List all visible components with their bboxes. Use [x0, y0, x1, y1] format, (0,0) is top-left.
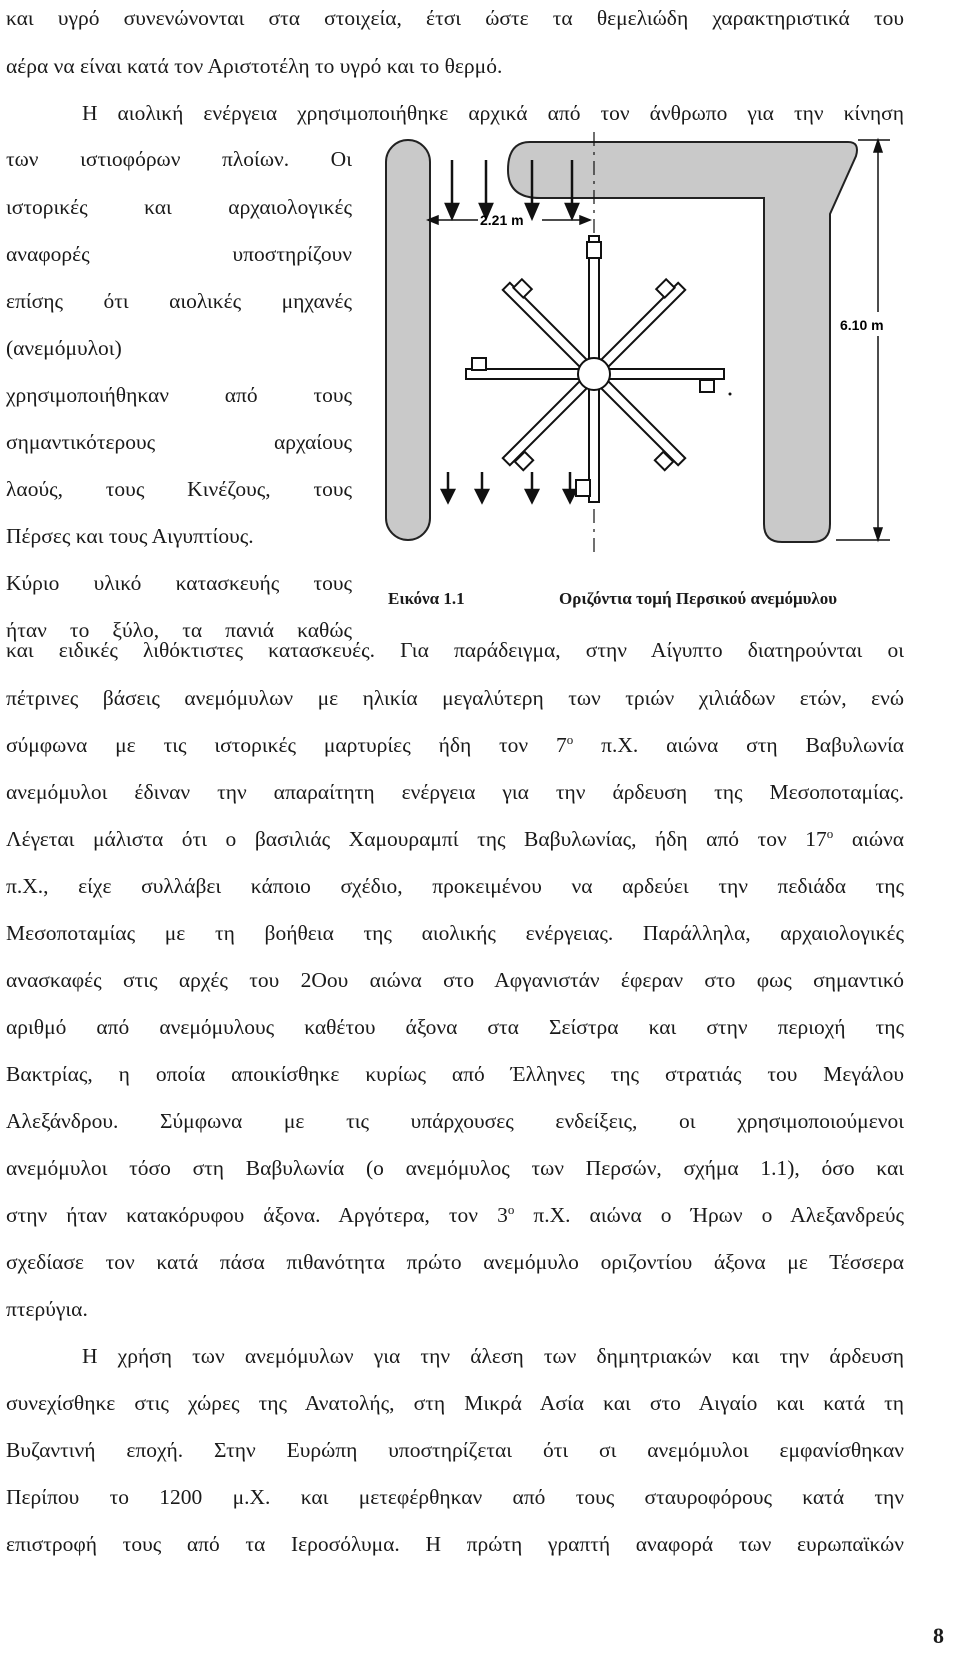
rotor [466, 236, 724, 502]
height-label: 6.10 m [840, 317, 884, 333]
text-line: επίσης ότι αιολικές μηχανές [6, 289, 352, 313]
text-line: Κύριο υλικό κατασκευής τους [6, 571, 352, 595]
text-line: Αλεξάνδρου. Σύμφωνα με τις υπάρχουσες ενδείξεις, οι χρησιμοποιούμενοι [6, 1109, 904, 1133]
figure-caption-title: Οριζόντια τομή Περσικού ανεμόμυλου [559, 589, 838, 608]
text-line: και υγρό συνενώνονται στα στοιχεία, έτσι ώστε τα θεμελιώδη χαρακτηριστικά του [6, 6, 904, 30]
text-line: ανασκαφές στις αρχές του 2Οου αιώνα στο Αφγανιστάν έφεραν στο φως σημαντικό [6, 968, 904, 992]
blade-tip [587, 242, 601, 258]
text-line: επιστροφή τους από τα Ιεροσόλυμα. Η πρώτη γραπτή αναφορά των ευρωπαϊκών [6, 1532, 904, 1556]
rotor-hub [578, 358, 610, 390]
text-line: Η αιολική ενέργεια χρησιμοποιήθηκε αρχικά από τον άνθρωπο για την κίνηση [82, 101, 904, 125]
dot-mark [729, 393, 732, 396]
width-label: 2.21 m [480, 212, 524, 228]
page-number: 8 [933, 1623, 944, 1648]
text-line: αέρα να είναι κατά τον Αριστοτέλη το υγρό και το θερμό. [6, 54, 503, 78]
text-line: Βυζαντινή εποχή. Στην Ευρώπη υποστηρίζεται ότι σι ανεμόμυλοι εμφανίσθηκαν [6, 1438, 904, 1462]
text-line: λαούς, τους Κινέζους, τους [6, 477, 352, 501]
text-line: αναφορές υποστηρίζουν [6, 242, 352, 266]
text-line: Πέρσες και τους Αιγυπτίους. [6, 524, 254, 548]
text-line-with-superscript: Λέγεται μάλιστα ότι ο βασιλιάς Χαμουραμπί της Βαβυλωνίας, ήδη από τον $17^o$ αιώνα [6, 825, 905, 851]
height-dimension [836, 140, 890, 540]
text-line: ανεμόμυλοι έδιναν την απαραίτητη ενέργεια για την άρδευση της Μεσοποταμίας. [6, 780, 904, 804]
text-line: Η χρήση των ανεμόμυλων για την άλεση των δημητριακών και την άρδευση [82, 1344, 904, 1368]
text-line: πτερύγια. [6, 1297, 88, 1321]
figure-caption-number: Εικόνα 1.1 [388, 589, 465, 608]
left-wall [386, 140, 430, 540]
text-line: (ανεμόμυλοι) [6, 336, 122, 360]
text-line: ανεμόμυλοι τόσο στη Βαβυλωνία (ο ανεμόμυλος των Περσών, σχήμα 1.1), όσο και [6, 1156, 904, 1180]
text-line: σημαντικότερους αρχαίους [6, 430, 352, 454]
blade-tip [472, 358, 486, 370]
text-line: π.Χ., είχε συλλάβει κάποιο σχέδιο, προκειμένου να αρδεύει την πεδιάδα της [6, 874, 904, 898]
text-line: συνεχίσθηκε στις χώρες της Ανατολής, στη Μικρά Ασία και στο Αιγαίο και κατά τη [6, 1391, 904, 1415]
text-line: Βακτρίας, η οποία αποικίσθηκε κυρίως από Έλληνες της στρατιάς του Μεγάλου [6, 1062, 904, 1086]
text-line: χρησιμοποιήθηκαν από τους [6, 383, 352, 407]
windmill-diagram [380, 132, 940, 562]
text-line: πέτρινες βάσεις ανεμόμυλων με ηλικία μεγαλύτερη των τριών χιλιάδων ετών, ενώ [6, 686, 904, 710]
text-line: και ειδικές λιθόκτιστες κατασκευές. Για παράδειγμα, στην Αίγυπτο διατηρούνται οι [6, 638, 904, 662]
text-line-with-superscript: στην ήταν κατακόρυφου άξονα. Αργότερα, τον $3^o$ π.Χ. αιώνα ο Ήρων ο Αλεξανδρεύς [6, 1201, 905, 1227]
text-line: σχεδίασε τον κατά πάσα πιθανότητα πρώτο ανεμόμυλο οριζοντίου άξονα με Τέσσερα [6, 1250, 904, 1274]
text-line: Περίπου το 1200 μ.Χ. και μετεφέρθηκαν από τους σταυροφόρους κατά την [6, 1485, 904, 1509]
text-line-with-superscript: σύμφωνα με τις ιστορικές μαρτυρίες ήδη τον $7^o$ π.Χ. αιώνα στη Βαβυλωνία [6, 731, 904, 757]
text-line: αριθμό από ανεμόμυλους καθέτου άξονα στα Σείστρα και στην περιοχή της [6, 1015, 904, 1039]
wind-arrows-bottom [442, 472, 576, 502]
text-line: των ιστιοφόρων πλοίων. Οι [6, 147, 352, 171]
text-line: ιστορικές και αρχαιολογικές [6, 195, 352, 219]
text-line: ήταν το ξύλο, τα πανιά καθώς [6, 618, 352, 642]
text-line: Μεσοποταμίας με τη βοήθεια της αιολικής ενέργειας. Παράλληλα, αρχαιολογικές [6, 921, 904, 945]
blade-tip [700, 380, 714, 392]
windmill-figure [380, 132, 940, 562]
blade-tip [576, 480, 590, 496]
